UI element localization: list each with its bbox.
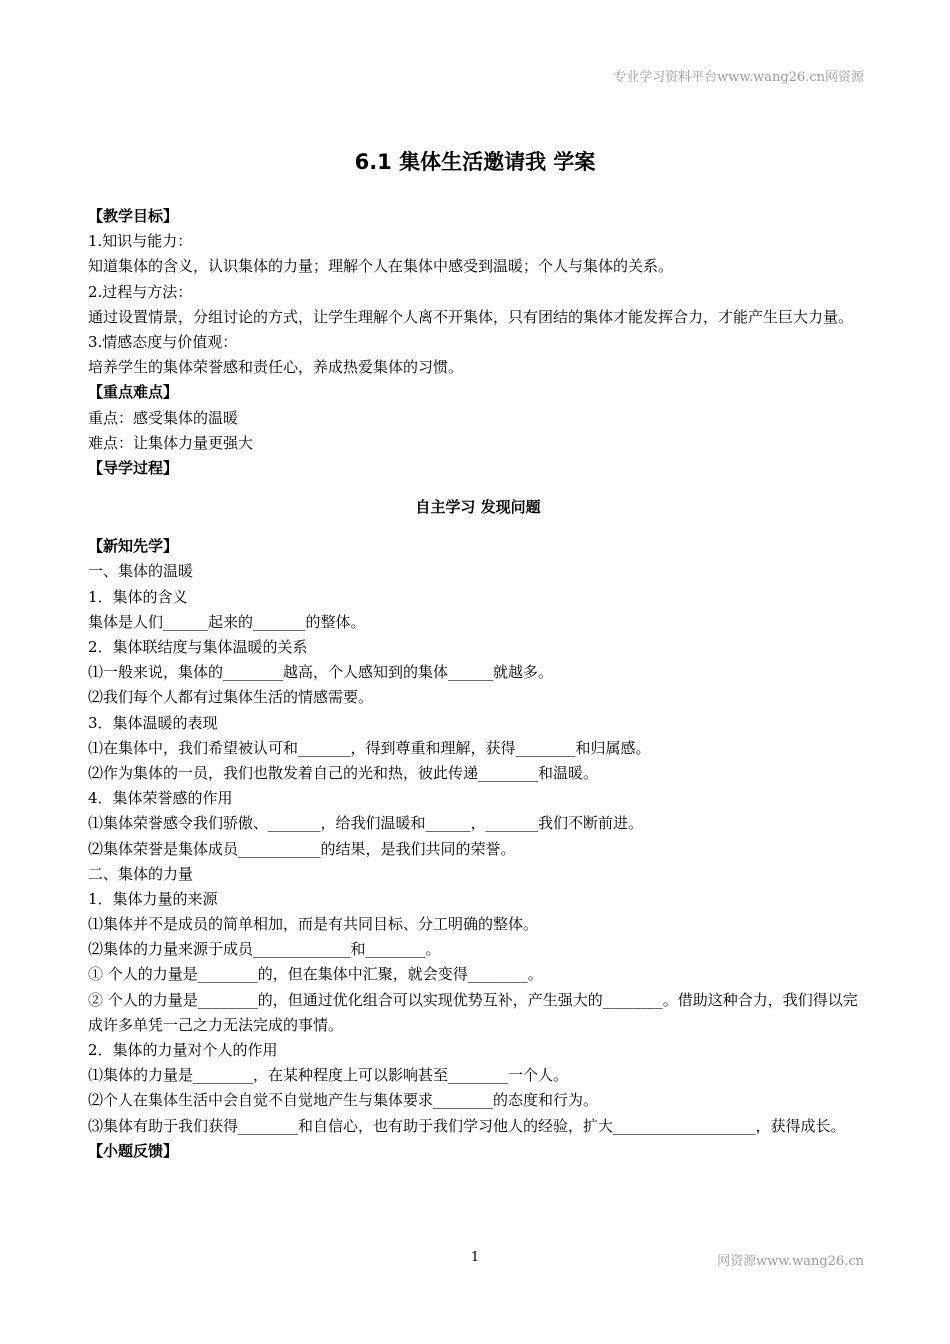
text-line: 4．集体荣誉感的作用 [88,789,233,808]
fill-blank-line: ⑴在集体中，我们希望被认可和_______，得到尊重和理解，获得________和归属感。 [88,738,651,757]
fill-blank-line: ⑴一般来说，集体的________越高，个人感知到的集体______就越多。 [88,663,554,682]
fill-blank-line: ⑴集体的力量是________，在某种程度上可以影响甚至________一个人。 [88,1066,569,1085]
text-line: 通过设置情景，分组讨论的方式，让学生理解个人离不开集体，只有团结的集体才能发挥合力，才能产生巨大力量。 [88,307,854,326]
section-heading-feedback: 【小题反馈】 [88,1141,179,1160]
section-heading-process: 【导学过程】 [88,458,179,477]
text-line: 难点：让集体力量更强大 [88,433,254,452]
text-line: 一、集体的温暖 [88,562,194,581]
section-heading-new-knowledge: 【新知先学】 [88,537,179,556]
text-line: 1．集体的含义 [88,587,188,606]
fill-blank-line: ⑵作为集体的一员，我们也散发着自己的光和热，彼此传递________和温暖。 [88,763,599,782]
header-watermark: 专业学习资料平台www.wang26.cn网资源 [613,70,864,85]
fill-blank-line: 集体是人们______起来的_______的整体。 [88,612,366,631]
fill-blank-line: ① 个人的力量是________的，但在集体中汇聚，就会变得________。 [88,965,543,984]
text-line: 1．集体力量的来源 [88,889,218,908]
text-line: 重点：感受集体的温暖 [88,408,239,427]
fill-blank-line: ⑵集体的力量来源于成员_____________和________。 [88,940,441,959]
footer-watermark: 网资源www.wang26.cn [717,1254,864,1269]
text-line: 2．集体的力量对个人的作用 [88,1041,278,1060]
section-heading-key-points: 【重点难点】 [88,383,179,402]
text-line: 知道集体的含义，认识集体的力量；理解个人在集体中感受到温暖；个人与集体的关系。 [88,257,674,276]
fill-blank-line: ⑶集体有助于我们获得________和自信心，也有助于我们学习他人的经验，扩大___________________，获得成长。 [88,1116,846,1135]
fill-blank-line: ⑵个人在集体生活中会自觉不自觉地产生与集体要求________的态度和行为。 [88,1091,599,1110]
text-line: ⑵我们每个人都有过集体生活的情感需要。 [88,688,374,707]
text-line: 培养学生的集体荣誉感和责任心，养成热爱集体的习惯。 [88,358,464,377]
text-line: ⑴集体并不是成员的简单相加，而是有共同目标、分工明确的整体。 [88,915,539,934]
subsection-heading: 自主学习 发现问题 [415,498,541,517]
section-heading-objectives: 【教学目标】 [88,207,179,225]
text-line: 3．集体温暖的表现 [88,713,218,732]
page-number: 1 [470,1250,480,1265]
fill-blank-line: ⑴集体荣誉感令我们骄傲、_______，给我们温暖和______，_______我们不断前进。 [88,814,644,833]
text-line: 1.知识与能力： [88,232,193,251]
text-line: 二、集体的力量 [88,864,194,883]
page-title: 6.1 集体生活邀请我 学案 [354,150,596,174]
text-line: 2.过程与方法： [88,282,193,301]
text-line: 2．集体联结度与集体温暖的关系 [88,638,308,657]
text-line: 3.情感态度与价值观： [88,332,238,351]
fill-blank-line: ⑵集体荣誉是集体成员___________的结果，是我们共同的荣誉。 [88,839,516,858]
fill-blank-line: ② 个人的力量是________的，但通过优化组合可以实现优势互补，产生强大的________。借助这种合力，我们得以完成许多单凭一己之力无法完成的事情。 [88,990,858,1034]
document-body [88,204,868,1164]
